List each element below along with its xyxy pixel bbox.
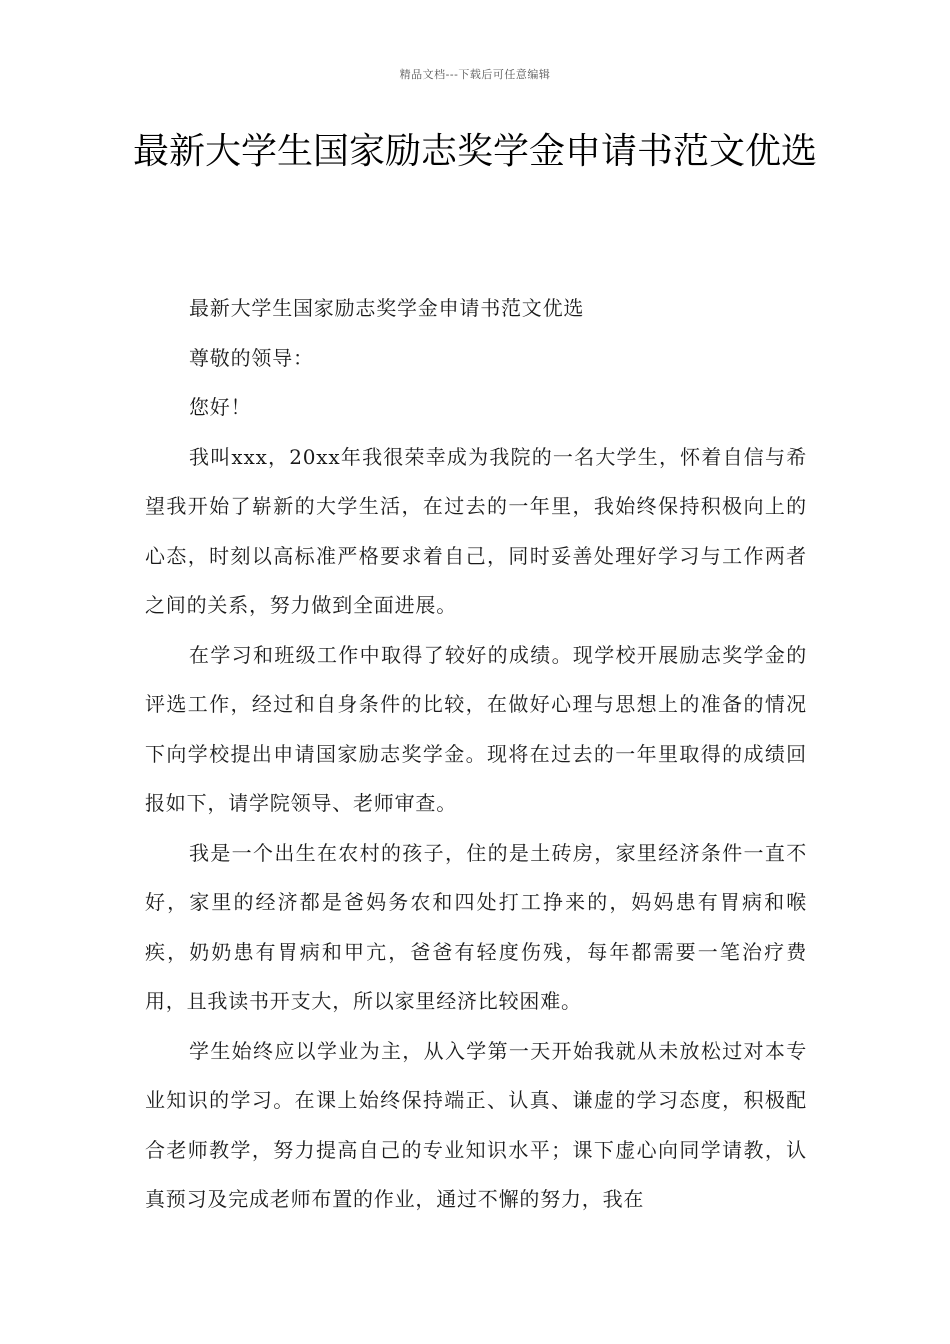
body-paragraph-salutation: 尊敬的领导： [189, 345, 314, 370]
document-title: 最新大学生国家励志奖学金申请书范文优选 [132, 131, 817, 172]
body-paragraph: 我叫xxx，20xx年我很荣幸成为我院的一名大学生，怀着自信与希望我开始了崭新的大学生活，在过去的一年里，我始终保持积极向上的心态，时刻以高标准严格要求着自己，同时妥善处理好学习与工作两者之间的关系，努力做到全面进展。 [145, 444, 807, 617]
body-paragraph: 学生始终应以学业为主，从入学第一天开始我就从未放松过对本专业知识的学习。在课上始终保持端正、认真、谦虚的学习态度，积极配合老师教学，努力提高自己的专业知识水平；课下虚心向同学请教，认真预习及完成老师布置的作业，通过不懈的努力，我在 [145, 1038, 807, 1211]
header-note: 精品文档---下载后可任意编辑 [399, 68, 551, 81]
body-paragraph-subtitle: 最新大学生国家励志奖学金申请书范文优选 [189, 296, 585, 320]
body-paragraph: 在学习和班级工作中取得了较好的成绩。现学校开展励志奖学金的评选工作，经过和自身条件的比较，在做好心理与思想上的准备的情况下向学校提出申请国家励志奖学金。现将在过去的一年里取得的成绩回报如下，请学院领导、老师审查。 [145, 642, 807, 815]
body-paragraph-greeting: 您好！ [189, 395, 252, 419]
document-body [145, 284, 807, 1225]
body-paragraph: 我是一个出生在农村的孩子，住的是土砖房，家里经济条件一直不好，家里的经济都是爸妈务农和四处打工挣来的，妈妈患有胃病和喉疾，奶奶患有胃病和甲亢，爸爸有轻度伤残，每年都需要一笔治疗费用，且我读书开支大，所以家里经济比较困难。 [145, 840, 807, 1013]
